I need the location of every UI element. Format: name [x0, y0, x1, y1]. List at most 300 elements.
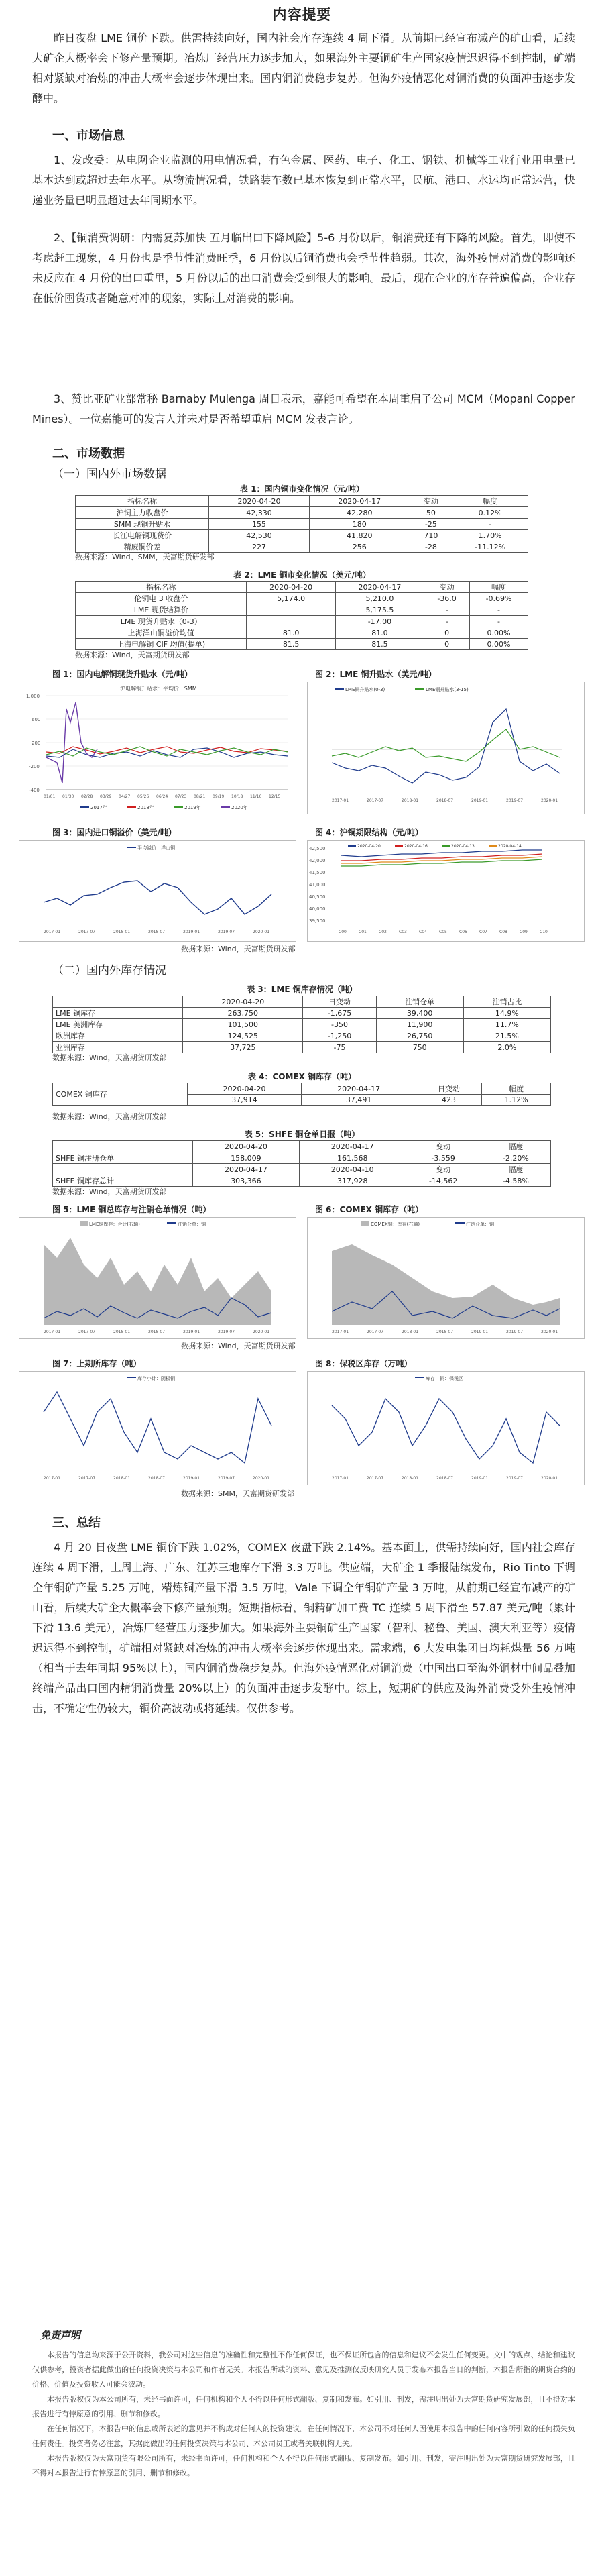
figure-1-top-legend: 沪电解铜升贴水：平均价 : SMM [120, 686, 197, 692]
table-header-cell: 指标名称 [76, 496, 209, 507]
svg-text:41,000: 41,000 [309, 882, 326, 888]
svg-text:2019-01: 2019-01 [183, 1476, 200, 1481]
figures-7-8-source: 数据来源：SMM，天富期货研发部 [181, 1489, 294, 1498]
svg-text:2019-07: 2019-07 [506, 1476, 524, 1481]
svg-text:2019-01: 2019-01 [183, 1330, 200, 1334]
table-cell: 50 [410, 507, 452, 519]
table-row [76, 519, 528, 530]
svg-text:2017-01: 2017-01 [332, 1330, 349, 1334]
figure-6-chart [307, 1217, 585, 1339]
table-cell [53, 1164, 193, 1175]
table-cell: 0.00% [470, 627, 528, 639]
table-cell: 155 [209, 519, 310, 530]
svg-text:06/24: 06/24 [156, 794, 168, 799]
table-cell: 161,568 [299, 1152, 406, 1164]
table-cell: - [424, 616, 470, 627]
figure-1-legend [80, 804, 248, 810]
table-header-cell: 2020-04-20 [187, 1083, 302, 1095]
table-cell: -14,562 [406, 1175, 481, 1187]
svg-text:LME铜升贴水(3-15): LME铜升贴水(3-15) [426, 687, 469, 692]
svg-text:C01: C01 [359, 930, 367, 934]
svg-text:600: 600 [32, 717, 41, 722]
svg-text:注销仓单：铜: 注销仓单：铜 [466, 1222, 494, 1227]
table-5-source: 数据来源：Wind，天富期货研发部 [52, 1187, 167, 1196]
figure-1-chart [19, 682, 296, 814]
table-header-cell: 变动 [424, 582, 470, 593]
svg-text:2020-04-14: 2020-04-14 [498, 844, 522, 849]
table-cell: -0.69% [470, 593, 528, 604]
table-row [53, 1152, 551, 1164]
svg-text:2018-01: 2018-01 [402, 798, 419, 803]
table-5-caption: 表 5：SHFE 铜仓单日报（吨） [244, 1130, 360, 1139]
table-1-caption: 表 1：国内铜市变化情况（元/吨） [240, 484, 364, 494]
table-header-cell: 注销仓单 [376, 996, 463, 1008]
table-header-cell: 幅度 [470, 582, 528, 593]
table-cell: -1,250 [303, 1030, 376, 1042]
figure-1-grid [46, 696, 288, 790]
figure-4-yticks [309, 846, 326, 924]
table-cell: 37,491 [302, 1095, 416, 1106]
svg-text:2020-01: 2020-01 [541, 1476, 558, 1481]
svg-text:2019年: 2019年 [184, 805, 201, 810]
svg-text:01/30: 01/30 [62, 794, 74, 799]
table-cell: -2.20% [481, 1152, 550, 1164]
table-cell: 317,928 [299, 1175, 406, 1187]
svg-text:03/29: 03/29 [100, 794, 112, 799]
table-3 [52, 996, 551, 1053]
figure-2-chart [307, 682, 585, 814]
svg-text:2019-07: 2019-07 [506, 798, 524, 803]
svg-text:COMEX铜：库存(右轴): COMEX铜：库存(右轴) [371, 1222, 420, 1227]
section-heading-market-info: 一、市场信息 [52, 129, 125, 143]
table-cell: 37,914 [187, 1095, 302, 1106]
figure-6-title: 图 6：COMEX 铜库存（吨） [315, 1205, 424, 1214]
svg-text:2018-07: 2018-07 [148, 1330, 166, 1334]
table-header-cell: 2020-04-20 [193, 1141, 300, 1152]
table-row [53, 1019, 551, 1030]
svg-text:40,000: 40,000 [309, 906, 326, 912]
figures-1-4-source: 数据来源：Wind，天富期货研发部 [181, 945, 296, 953]
svg-text:2020-04-13: 2020-04-13 [451, 844, 475, 849]
table-header-cell: 2020-04-17 [302, 1083, 416, 1095]
table-cell: -25 [410, 519, 452, 530]
table-cell: - [470, 604, 528, 616]
figure-2-xticks [332, 798, 558, 803]
svg-text:39,500: 39,500 [309, 918, 326, 924]
svg-text:2017-07: 2017-07 [367, 1476, 384, 1481]
table-header-cell: 2020-04-17 [309, 496, 410, 507]
table-cell: 41,820 [309, 530, 410, 541]
svg-text:2017-01: 2017-01 [332, 1476, 349, 1481]
figure-1-xticks [44, 794, 280, 799]
figure-7-series [44, 1392, 271, 1463]
svg-text:09/19: 09/19 [213, 794, 225, 799]
table-header-cell: 2020-04-17 [335, 582, 424, 593]
disclaimer-title: 免责声明 [40, 2329, 81, 2341]
summary-paragraph: 昨日夜盘 LME 铜价下跌。供需持续向好，国内社会库存连续 4 周下滑。从前期已经宣布减产的矿山看，后续大矿企大概率会下修产量预期。冶炼厂经营压力逐步加大，如果海外主要铜矿生产国家疫情迟迟得不到控制，矿端相对紧缺对冶炼的冲击大概率会逐步体现出来。国内铜消费稳步复苏。但海外疫情恶化对铜消费的负面冲击逐步发酵中。 [32, 32, 575, 105]
table-header-row [53, 1141, 551, 1152]
table-cell: 沪铜主力收盘价 [76, 507, 209, 519]
table-cell: 5,210.0 [335, 593, 424, 604]
svg-text:2018-01: 2018-01 [113, 1476, 131, 1481]
figure-7-chart [19, 1371, 296, 1485]
table-cell: -17.00 [335, 616, 424, 627]
figure-4-title: 图 4：沪铜期限结构（元/吨） [315, 828, 423, 837]
svg-text:2019-07: 2019-07 [218, 1330, 235, 1334]
figure-2-title: 图 2：LME 铜升贴水（美元/吨） [315, 669, 436, 679]
svg-text:2020-04-20: 2020-04-20 [357, 844, 381, 849]
svg-text:C06: C06 [459, 930, 467, 934]
figure-8-title: 图 8：保税区库存（万吨） [315, 1359, 412, 1368]
table-cell: - [470, 616, 528, 627]
svg-text:2018-01: 2018-01 [113, 930, 131, 934]
svg-text:平均溢价：洋山铜: 平均溢价：洋山铜 [137, 845, 175, 851]
svg-text:库存：铜：保税区: 库存：铜：保税区 [426, 1376, 463, 1381]
table-cell: 101,500 [183, 1019, 303, 1030]
figure-5-xticks [44, 1330, 269, 1334]
table-cell: - [424, 604, 470, 616]
table-row [53, 1008, 551, 1019]
figure-8-chart [307, 1371, 585, 1485]
figure-5-chart [19, 1217, 296, 1339]
table-cell: 81.0 [335, 627, 424, 639]
table-row [76, 627, 528, 639]
conclusion-paragraph: 4 月 20 日夜盘 LME 铜价下跌 1.02%，COMEX 夜盘下跌 2.14%。基本面上，供需持续向好，国内社会库存连续 4 周下滑，上周上海、广东、江苏三地库存下滑 3.3 万吨。供应端，大矿企 1 季报陆续发布，Rio Tinto 下调全年铜矿产量 5.25 万吨，精炼铜产量下滑 3.5 万吨，Vale 下调全年铜矿产量 3 万吨，从前期已经宣布减产的矿山看，后续大矿企大概率会下修产量预期。短期指标看，铜精矿加工费 TC 连续 5 周下滑至 57.87 美元/吨（累计下滑 13.6 美元），冶炼厂经营压力逐步加大。如果海外主要铜矿生产国家（智利、秘鲁、美国、澳大利亚等）疫情迟迟得不到控制，矿端相对紧缺对冶炼的冲击大概率会逐步体现出来。需求端，6 大发电集团日均耗煤量 56 万吨（相当于去年同期 95%以上），国内铜消费稳步复苏。但海外疫情恶化对铜消费（中国出口至海外铜材中间品叠加终端产品出口国内精铜消费量 20%以上）的负面冲击逐步发酵中。综上，短期矿的供应及海外消费受外生疫情冲击，不确定性仍较大，铜价高波动或将延续。仅供参考。 [32, 1541, 575, 1715]
figure-8-xticks [332, 1476, 558, 1481]
svg-text:2019-07: 2019-07 [218, 930, 235, 934]
table-cell: 42,330 [209, 507, 310, 519]
table-cell: 423 [416, 1095, 481, 1106]
table-cell: LME 现货升贴水（0-3） [76, 616, 247, 627]
svg-text:2019-07: 2019-07 [218, 1476, 235, 1481]
svg-text:C05: C05 [439, 930, 447, 934]
table-cell: LME 现货结算价 [76, 604, 247, 616]
table-cell: 0.12% [452, 507, 528, 519]
disclaimer-block [32, 2348, 575, 2481]
svg-text:42,500: 42,500 [309, 846, 326, 851]
table-row [76, 616, 528, 627]
svg-text:11/16: 11/16 [250, 794, 262, 799]
table-header-cell [53, 1141, 193, 1152]
table-cell: 42,280 [309, 507, 410, 519]
table-5 [52, 1140, 551, 1187]
table-cell: -75 [303, 1042, 376, 1053]
svg-text:2018-01: 2018-01 [402, 1330, 419, 1334]
svg-text:C00: C00 [339, 930, 347, 934]
table-cell: - [452, 519, 528, 530]
table-4-caption: 表 4：COMEX 铜库存（吨） [247, 1072, 357, 1081]
section-heading-summary: 三、总结 [52, 1516, 101, 1530]
svg-text:02/28: 02/28 [81, 794, 93, 799]
table-cell: -3,559 [406, 1152, 481, 1164]
table-cell: 伦铜电 3 收盘价 [76, 593, 247, 604]
table-3-source: 数据来源：Wind，天富期货研发部 [52, 1053, 167, 1062]
table-header-row [76, 582, 528, 593]
table-header-cell: 注销占比 [463, 996, 550, 1008]
table-header-row [53, 1083, 551, 1095]
svg-text:01/01: 01/01 [44, 794, 56, 799]
svg-text:2019-01: 2019-01 [183, 930, 200, 934]
svg-text:C09: C09 [520, 930, 528, 934]
svg-text:2017-07: 2017-07 [367, 1330, 384, 1334]
table-row [76, 530, 528, 541]
svg-text:10/18: 10/18 [231, 794, 243, 799]
table-cell: SMM 现铜升贴水 [76, 519, 209, 530]
svg-text:2018-07: 2018-07 [436, 798, 454, 803]
svg-text:2017年: 2017年 [90, 805, 107, 810]
svg-text:05/26: 05/26 [137, 794, 149, 799]
table-header-cell: 变动 [406, 1141, 481, 1152]
table-cell: 42,530 [209, 530, 310, 541]
table-cell: LME 铜库存 [53, 1008, 183, 1019]
table-header-cell: 日变动 [303, 996, 376, 1008]
table-cell: 263,750 [183, 1008, 303, 1019]
svg-text:1,000: 1,000 [26, 694, 40, 699]
table-cell: 710 [410, 530, 452, 541]
svg-text:C07: C07 [479, 930, 487, 934]
svg-text:2017-07: 2017-07 [78, 930, 96, 934]
figure-4-chart [307, 840, 585, 942]
table-header-cell: 2020-04-20 [183, 996, 303, 1008]
table-3-caption: 表 3：LME 铜库存情况（吨） [247, 985, 357, 994]
figure-5-title: 图 5：LME 铜总库存与注销仓单情况（吨） [52, 1205, 211, 1214]
svg-text:2017-01: 2017-01 [44, 930, 61, 934]
table-cell: 1.12% [482, 1095, 551, 1106]
table-4-source: 数据来源：Wind，天富期货研发部 [52, 1112, 167, 1121]
figure-2-series-3-15 [332, 729, 560, 761]
svg-text:2018-07: 2018-07 [148, 1476, 166, 1481]
table-cell: 158,009 [193, 1152, 300, 1164]
disclaimer-paragraph: 本报告版权仅为本公司所有，未经书面许可，任何机构和个人不得以任何形式翻版、复制和发布。如引用、刊发，需注明出处为天富期货研究发展部，且不得对本报告进行有悖原意的引用、删节和修改。 [32, 2395, 575, 2418]
svg-text:2017-07: 2017-07 [78, 1476, 96, 1481]
table-cell: LME 美洲库存 [53, 1019, 183, 1030]
svg-text:08/21: 08/21 [194, 794, 206, 799]
svg-text:C03: C03 [399, 930, 407, 934]
table-row [76, 507, 528, 519]
table-cell: -4.58% [481, 1175, 550, 1187]
table-cell [247, 604, 335, 616]
figure-3-chart [19, 840, 296, 942]
figure-7-title: 图 7：上期所库存（吨） [52, 1359, 141, 1368]
page-title: 内容提要 [272, 7, 332, 23]
svg-text:200: 200 [32, 741, 41, 746]
table-cell: 81.0 [247, 627, 335, 639]
table-cell: 1.70% [452, 530, 528, 541]
table-cell: -11.12% [452, 541, 528, 553]
table-2 [75, 581, 528, 650]
table-cell: 幅度 [481, 1164, 550, 1175]
table-cell: 124,525 [183, 1030, 303, 1042]
table-header-cell: 幅度 [482, 1083, 551, 1095]
svg-text:LME铜升贴水(0-3): LME铜升贴水(0-3) [345, 687, 385, 692]
figure-5-legend [80, 1221, 206, 1227]
table-row [76, 593, 528, 604]
table-cell: -1,675 [303, 1008, 376, 1019]
svg-text:07/23: 07/23 [175, 794, 187, 799]
table-row [53, 1175, 551, 1187]
figure-6-xticks [332, 1330, 558, 1334]
svg-text:2020-01: 2020-01 [541, 1330, 558, 1334]
disclaimer-paragraph: 本报告的信息均来源于公开资料，我公司对这些信息的准确性和完整性不作任何保证，也不保证所包含的信息和建议不会发生任何变更。文中的观点、结论和建议仅供参考，投资者据此做出的任何投资决策与本公司和作者无关。本报告所载的资料、意见及推测仅反映研究人员于发布本报告当日的判断，本报告所指的期货合约的价格、价值及投资收入可能会波动。 [32, 2351, 575, 2389]
svg-text:2017-07: 2017-07 [367, 798, 384, 803]
figure-7-xticks [44, 1476, 269, 1481]
svg-text:2018-01: 2018-01 [113, 1330, 131, 1334]
figure-3-legend [127, 845, 175, 851]
figure-4-legend [348, 844, 522, 849]
table-cell: 180 [309, 519, 410, 530]
table-cell: 81.5 [247, 639, 335, 650]
subsection-heading-domestic-foreign: （一）国内外市场数据 [52, 468, 166, 481]
table-cell: 0 [424, 627, 470, 639]
figure-1-yticks [26, 694, 40, 793]
table-cell: 37,725 [183, 1042, 303, 1053]
table-row [76, 639, 528, 650]
table-cell: 303,366 [193, 1175, 300, 1187]
table-2-caption: 表 2：LME 铜市变化情况（美元/吨） [233, 570, 371, 580]
table-cell: 亚洲库存 [53, 1042, 183, 1053]
table-cell: 39,400 [376, 1008, 463, 1019]
table-cell: 14.9% [463, 1008, 550, 1019]
news-item-2: 2、【铜消费调研：内需复苏加快 五月临出口下降风险】5-6 月份以后，铜消费还有下降的风险。首先，即使不考虑赶工现象，4 月份也是季节性消费旺季，6 月份以后铜消费也会季节性趋弱。其次，海外疫情对消费的影响还未反应在 4 月份的出口重里，5 月份以后的出口消费会受到很大的影响。最后，现在企业的库存普遍偏高，企业存在低价囤货或者随意对冲的现象，实际上对消费的影响。 [32, 231, 575, 305]
svg-text:41,500: 41,500 [309, 870, 326, 875]
news-item-1: 1、发改委：从电网企业监测的用电情况看，有色金属、医药、电子、化工、钢铁、机械等工业行业用电量已基本达到或超过去年水平。从物流情况看，铁路装车数已基本恢复到正常水平，民航、港口、水运均正常运营，快递业务量已明显超过去年同期水平。 [32, 154, 575, 207]
news-item-3: 3、赞比亚矿业部常秘 Barnaby Mulenga 周日表示，嘉能可希望在本周重启子公司 MCM（Mopani Copper Mines）。一位嘉能可的发言人并未对是否希望重启 MCM 发表言论。 [32, 392, 575, 425]
svg-text:-400: -400 [29, 788, 40, 793]
table-header-cell: 2020-04-20 [247, 582, 335, 593]
table-row [53, 1030, 551, 1042]
svg-text:12/15: 12/15 [269, 794, 281, 799]
svg-text:库存小计：阴极铜: 库存小计：阴极铜 [137, 1376, 175, 1381]
table-cell: 2.0% [463, 1042, 550, 1053]
table-cell: 0 [424, 639, 470, 650]
table-header-cell: 幅度 [452, 496, 528, 507]
figure-8-legend [415, 1375, 463, 1381]
table-cell: 21.5% [463, 1030, 550, 1042]
table-cell: -36.0 [424, 593, 470, 604]
table-cell: -350 [303, 1019, 376, 1030]
svg-text:2018-01: 2018-01 [402, 1476, 419, 1481]
svg-text:2020年: 2020年 [231, 805, 248, 810]
table-cell: 0.00% [470, 639, 528, 650]
table-cell: SHFE 铜库存总计 [53, 1175, 193, 1187]
svg-text:C08: C08 [499, 930, 507, 934]
table-cell: SHFE 铜注册仓单 [53, 1152, 193, 1164]
table-row [53, 1042, 551, 1053]
svg-text:04/27: 04/27 [119, 794, 131, 799]
table-cell: 227 [209, 541, 310, 553]
figure-6-legend [361, 1221, 494, 1227]
table-cell: 2020-04-10 [299, 1164, 406, 1175]
disclaimer-paragraph: 在任何情况下，本报告中的信息或所表述的意见并不构成对任何人的投资建议。在任何情况下，本公司不对任何人因使用本报告中的任何内容所引致的任何损失负任何责任。投资者务必注意，其据此做出的任何投资决策与本公司、本公司员工或者关联机构无关。 [32, 2424, 575, 2448]
figure-8-series [332, 1399, 560, 1463]
table-1-source: 数据来源：Wind、SMM，天富期货研发部 [75, 553, 215, 561]
svg-text:2020-01: 2020-01 [541, 798, 558, 803]
table-cell: 上海电解铜 CIF 均值(提单) [76, 639, 247, 650]
svg-text:C02: C02 [379, 930, 387, 934]
svg-text:2019-01: 2019-01 [471, 1330, 489, 1334]
table-cell [247, 616, 335, 627]
table-cell: 5,175.5 [335, 604, 424, 616]
table-row [53, 1164, 551, 1175]
table-header-row [53, 996, 551, 1008]
table-2-source: 数据来源：Wind，天富期货研发部 [75, 651, 190, 659]
svg-text:LME铜库存：合计(右轴): LME铜库存：合计(右轴) [89, 1222, 140, 1227]
table-cell: 5,174.0 [247, 593, 335, 604]
figure-3-xticks [44, 930, 269, 934]
svg-text:2017-01: 2017-01 [44, 1330, 61, 1334]
table-header-cell: 指标名称 [76, 582, 247, 593]
svg-text:2018-07: 2018-07 [436, 1330, 454, 1334]
table-header-cell: 2020-04-17 [299, 1141, 406, 1152]
table-header-cell: 2020-04-20 [209, 496, 310, 507]
svg-text:2018-07: 2018-07 [148, 930, 166, 934]
disclaimer-paragraph: 本报告版权仅为天富期货有限公司所有，未经书面许可，任何机构和个人不得以任何形式翻版、复制发布。如引用、刊发，需注明出处为天富期货研究发展部，且不得对本报告进行有悖原意的引用、删节和修改。 [32, 2454, 575, 2477]
svg-text:2017-07: 2017-07 [78, 1330, 96, 1334]
svg-text:2017-01: 2017-01 [44, 1476, 61, 1481]
figure-1-title: 图 1：国内电解铜现货升贴水（元/吨） [52, 669, 192, 679]
svg-text:2019-01: 2019-01 [471, 798, 489, 803]
svg-text:2018-07: 2018-07 [436, 1476, 454, 1481]
table-4 [52, 1083, 551, 1106]
table-cell: 750 [376, 1042, 463, 1053]
figure-2-legend [335, 686, 469, 692]
table-row [76, 604, 528, 616]
table-cell: 11.7% [463, 1019, 550, 1030]
table-cell: 11,900 [376, 1019, 463, 1030]
svg-text:2019-01: 2019-01 [471, 1476, 489, 1481]
svg-text:注销仓单：铜: 注销仓单：铜 [178, 1222, 206, 1227]
svg-text:2017-01: 2017-01 [332, 798, 349, 803]
svg-text:42,000: 42,000 [309, 858, 326, 863]
svg-text:2020-01: 2020-01 [253, 930, 270, 934]
table-header-cell: 变动 [410, 496, 452, 507]
table-cell: 上海洋山铜溢价均值 [76, 627, 247, 639]
table-header-cell [53, 996, 183, 1008]
svg-text:2020-01: 2020-01 [253, 1476, 270, 1481]
table-header-row [76, 496, 528, 507]
table-cell: 长江电解铜现货价 [76, 530, 209, 541]
table-cell: 精废铜价差 [76, 541, 209, 553]
table-row [76, 541, 528, 553]
svg-text:C04: C04 [419, 930, 427, 934]
table-cell: 26,750 [376, 1030, 463, 1042]
table-cell: 81.5 [335, 639, 424, 650]
table-1 [75, 495, 528, 553]
svg-text:C10: C10 [540, 930, 548, 934]
svg-text:2019-07: 2019-07 [506, 1330, 524, 1334]
table-cell: 2020-04-17 [193, 1164, 300, 1175]
table-cell: 欧洲库存 [53, 1030, 183, 1042]
subsection-heading-inventory: （二）国内外库存情况 [52, 964, 166, 977]
svg-text:-200: -200 [29, 764, 40, 769]
figure-4-series-0416 [341, 854, 542, 861]
figure-2-series-0-3 [332, 709, 560, 783]
figure-4-xticks [339, 930, 548, 934]
table-cell: 变动 [406, 1164, 481, 1175]
section-heading-market-data: 二、市场数据 [52, 447, 125, 461]
figure-3-series [44, 881, 271, 914]
svg-text:2020-01: 2020-01 [253, 1330, 270, 1334]
svg-text:2020-04-16: 2020-04-16 [404, 844, 428, 849]
svg-text:40,500: 40,500 [309, 894, 326, 900]
figures-5-6-source: 数据来源：Wind，天富期货研发部 [181, 1342, 296, 1350]
table-cell: -28 [410, 541, 452, 553]
table-header-cell: 日变动 [416, 1083, 481, 1095]
table-header-cell: 幅度 [481, 1141, 550, 1152]
figure-7-legend [127, 1375, 175, 1381]
table-cell: COMEX 铜库存 [53, 1083, 188, 1106]
figure-3-title: 图 3：国内进口铜溢价（美元/吨） [52, 828, 176, 837]
